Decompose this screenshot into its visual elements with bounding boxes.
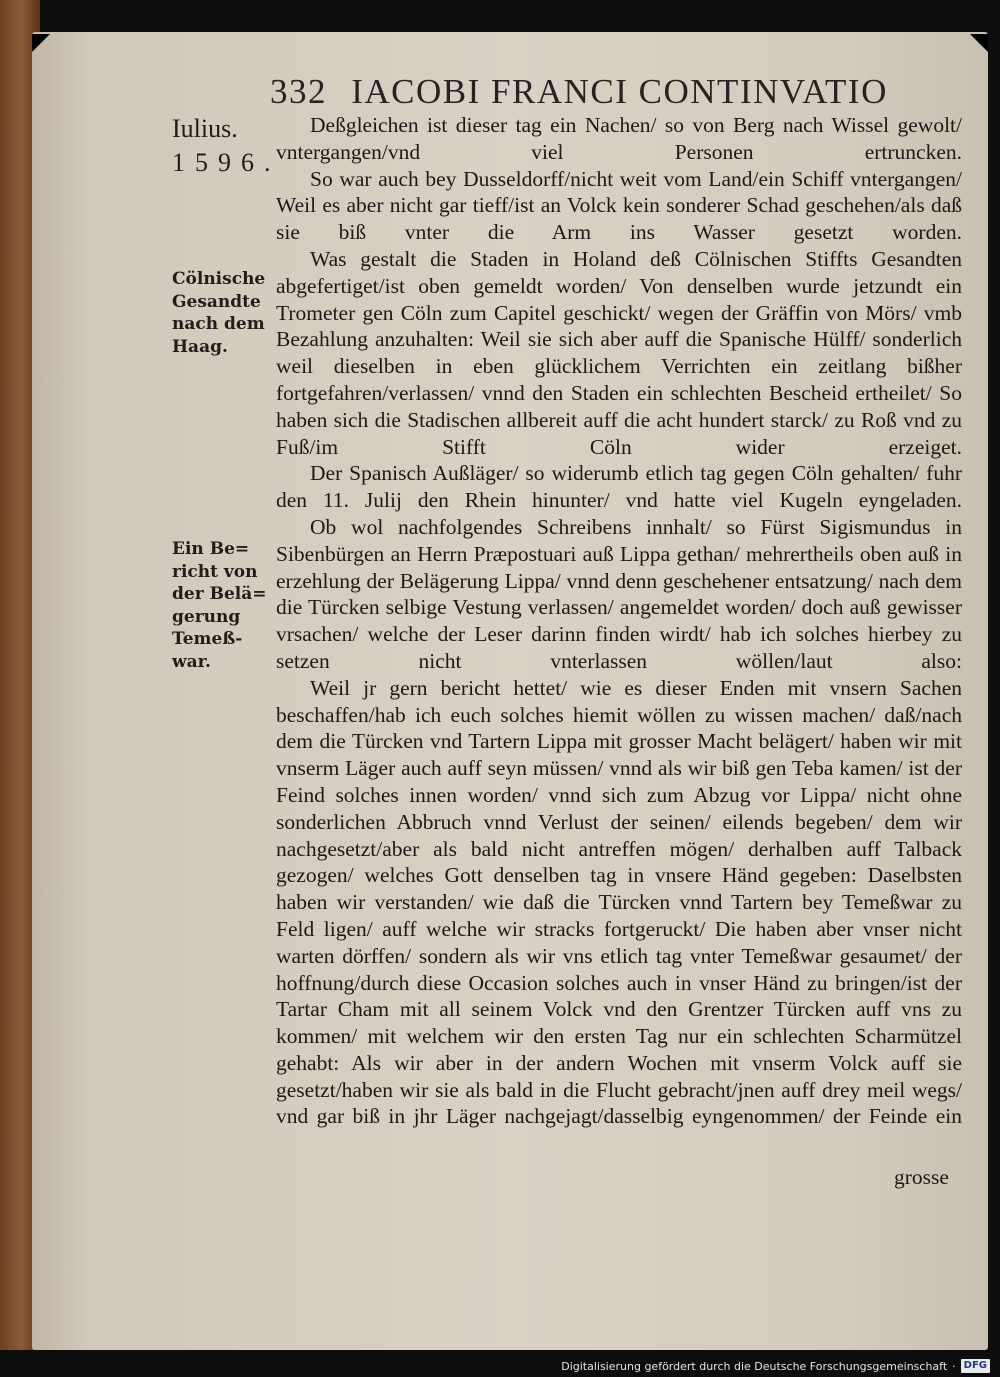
margin-month: Iulius. xyxy=(172,114,238,143)
paragraph: Was gestalt die Staden in Holand deß Cölnischen Stiffts Gesandten abgefertiget/ist oben gemeldt worden/ Von denselben wurde jetzundt ein Trometer gen Cöln zum Capitel geschickt/ wegen der Gräffin von Mörs/ vmb Bezahlung anzuhalten: Weil sie sich aber auff die Spanische Hülff/ sonderlich weil dieselben in eben glücklichem Verrichten ein zeitlang bißher fortgefahren/verlassen/ vnnd den Staden ein schlechten Bescheid ertheilet/ So haben sich die Stadischen allbereit auff die acht hundert starck/ zu Roß vnd zu Fuß/im Stifft Cöln wider erzeiget. xyxy=(276,246,962,459)
paragraph-letter: Weil jr gern bericht hettet/ wie es dieser Enden mit vnsern Sachen beschaffen/hab ich euch solches hiemit wöllen zu wissen machen/ daß/nach dem die Türcken vnd Tartern Lippa mit grosser Macht belägert/ haben wir mit vnserm Läger auch auff seyn müssen/ vnnd als wir biß gen Teba kamen/ ist der Feind solches innen worden/ vnnd sich zum Abzug vor Lippa/ nicht ohne sonderlichen Abbruch vnnd Verlust der seinen/ eilends begeben/ dem wir nachgesetzt/aber als bald nicht antreffen mögen/ derhalben auff Talback gezogen/ welches Gott denselben tag in vnsere Händ gegeben: Daselbsten haben wir verstanden/ wie daß die Türcken vnnd Tartern bey Temeßwar zu Feld ligen/ auff welche wir stracks fortgeruckt/ Die haben aber vnser nicht warten dörffen/ sondern als wir vns etlich tag vnter Temeßwar gesaumet/ der hoffnung/durch diese Occasion solches auch in vnser Händ zu bringen/ist der Tartar Cham mit all seinem Volck vnd den Grentzer Türcken auff vns zu kommen/ mit welchem wir den ersten Tag nur ein schlechten Scharmützel gehabt: Als wir aber in der andern Wochen mit vnserm Volck auff sie gesetzt/haben wir sie als bald in die Flucht gebracht/jnen auff drey meil wegs/ vnd gar biß in jhr Läger nachgejagt/dasselbig eyngenommen/ der Feinde ein xyxy=(276,675,962,1129)
margin-note-line: nach dem xyxy=(172,314,265,334)
page-number: 332 xyxy=(270,72,327,111)
margin-year: 1596. xyxy=(172,148,281,177)
paragraph: So war auch bey Dusseldorff/nicht weit vom Land/ein Schiff vntergangen/ Weil es aber nicht gar tieff/ist an Volck kein sonderer Schad geschehen/als daß sie biß vnter die Arm ins Wasser gesetzt worden. xyxy=(276,166,962,245)
scan-corner-marker-left xyxy=(32,34,50,52)
body-text xyxy=(276,112,962,1130)
margin-note-line: war. xyxy=(172,651,211,672)
margin-note-line: Temeß- xyxy=(172,629,243,649)
margin-note-cologne-envoys xyxy=(172,268,265,358)
margin-note-line: der Belä= xyxy=(172,584,267,604)
footer-credit-text: Digitalisierung gefördert durch die Deutsche Forschungsgemeinschaft xyxy=(561,1359,948,1373)
paragraph: Der Spanisch Außläger/ so widerumb etlich tag gegen Cöln gehalten/ fuhr den 11. Julij den Rhein hinunter/ vnd hatte viel Kugeln eyngeladen. xyxy=(276,461,962,513)
paragraph: Ob wol nachfolgendes Schreibens innhalt/ so Fürst Sigismundus in Sibenbürgen an Herrn Præpostuari auß Lippa gethan/ mehrertheils oben auß in erzehlung der Belägerung Lippa/ vnnd denn geschehener entsatzung/ nach dem die Türcken selbige Vestung verlassen/ angemeldet worden/ doch auß gewisser vrsachen/ welche der Leser darinn finden wirdt/ hab ich solches hierbey zu setzen nicht vnterlassen wöllen/laut also: xyxy=(276,514,962,673)
margin-note-line: Cölnische xyxy=(172,269,266,289)
paragraph: Deßgleichen ist dieser tag ein Nachen/ so von Berg nach Wissel gewolt/ vntergangen/vnd viel Personen ertruncken. xyxy=(276,113,962,164)
catchword: grosse xyxy=(894,1165,949,1189)
footer-separator: · xyxy=(952,1359,956,1373)
margin-note-line: Haag. xyxy=(172,336,228,357)
margin-note-temeswar-report xyxy=(172,538,266,673)
footer-credit xyxy=(561,1358,990,1374)
page-header xyxy=(270,72,888,112)
dfg-logo-icon: DFG xyxy=(961,1359,990,1373)
margin-note-line: richt von xyxy=(172,561,258,582)
margin-note-line: Gesandte xyxy=(172,291,261,312)
margin-date xyxy=(172,112,281,180)
margin-note-line: Ein Be= xyxy=(172,539,250,559)
scan-corner-marker-right xyxy=(970,34,988,52)
margin-note-line: gerung xyxy=(172,606,241,627)
running-title: IACOBI FRANCI CONTINVATIO xyxy=(351,72,888,111)
